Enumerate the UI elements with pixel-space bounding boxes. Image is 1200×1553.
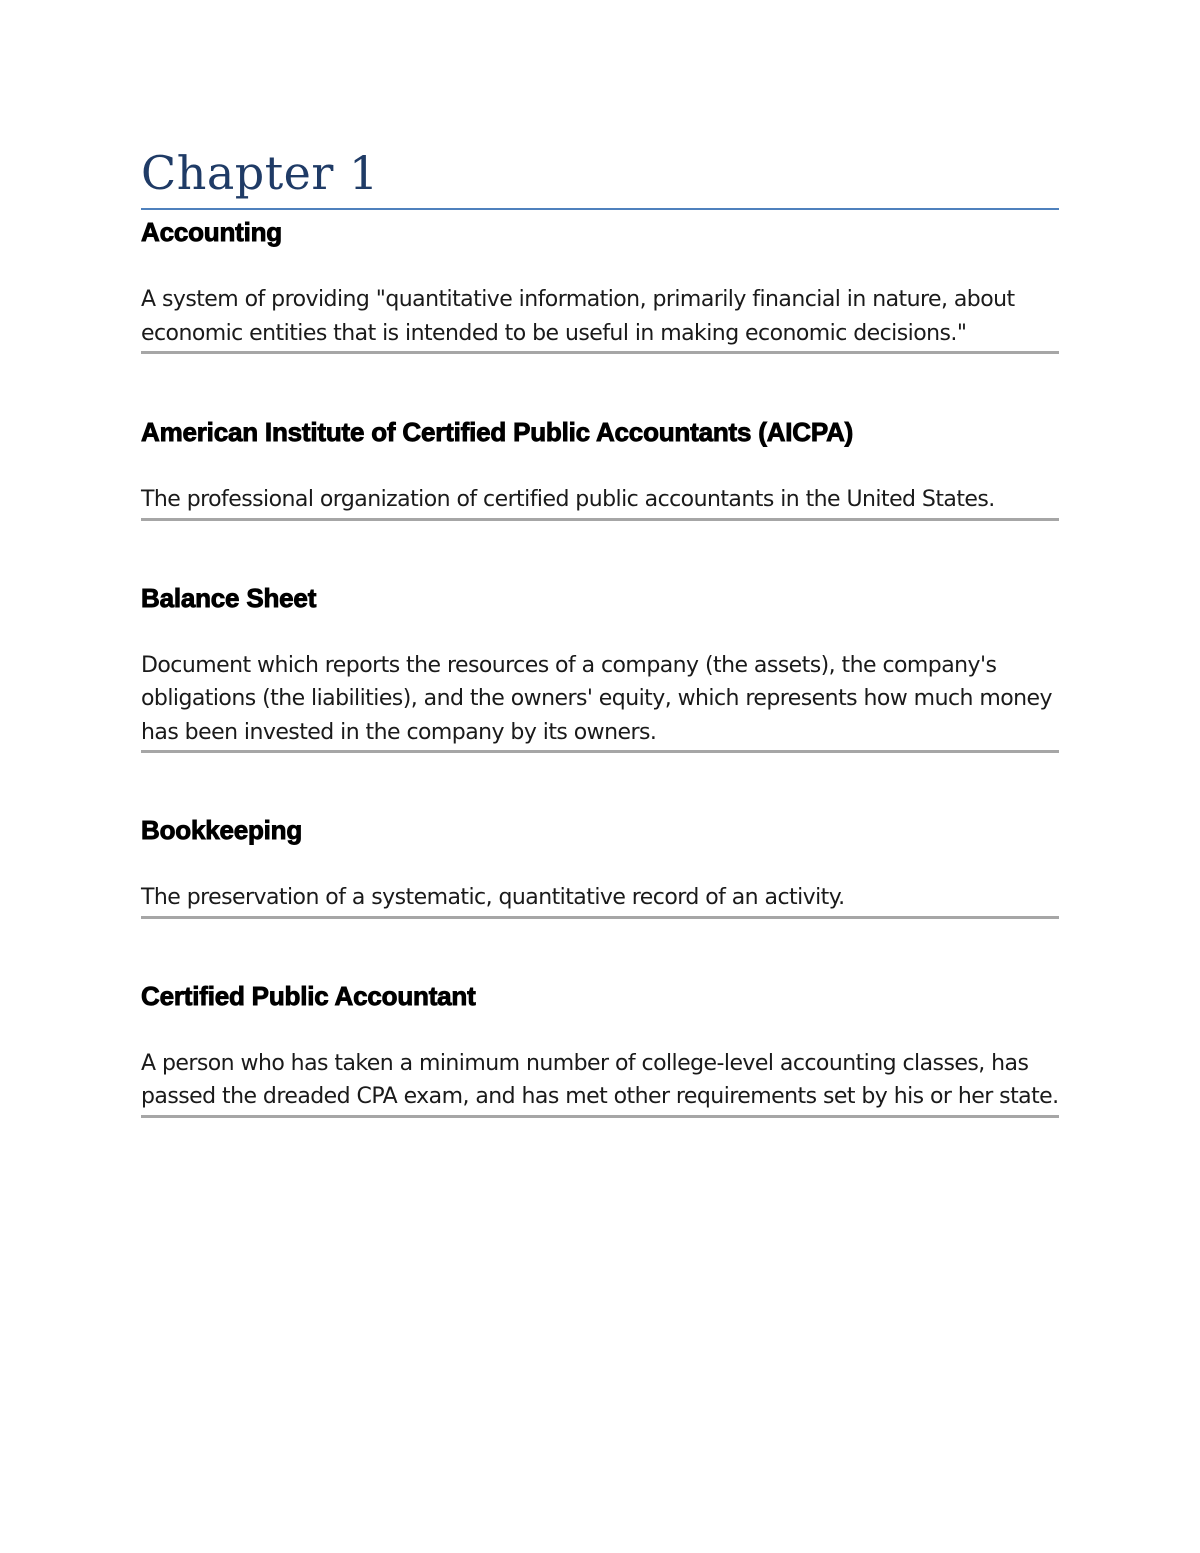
glossary-entry-balance-sheet [141,521,1059,754]
term-definition: The professional organization of certified public accountants in the United States. [141,487,995,512]
term-definition: Document which reports the resources of a company (the assets), the company's obligations (the liabilities), and the owners' equity, which represents how much money has been invested in the company by its owners. [141,652,1052,745]
glossary-entry-aicpa [141,354,1059,521]
term-definition: A person who has taken a minimum number of college-level accounting classes, has passed the dreaded CPA exam, and has met other requirements set by his or her state. [141,1050,1059,1109]
chapter-title: Chapter 1 [141,146,379,200]
document-page [141,138,1059,1118]
glossary-entry-accounting [141,210,1059,354]
term-definition: The preservation of a systematic, quantitative record of an activity. [141,885,845,910]
term-definition: A system of providing "quantitative information, primarily financial in nature, about economic entities that is intended to be useful in making economic decisions." [141,287,1015,346]
term-heading: Certified Public Accountant [141,980,476,1011]
term-heading: American Institute of Certified Public Accountants (AICPA) [141,417,854,447]
glossary-entry-bookkeeping [141,753,1059,919]
term-heading: Bookkeeping [141,815,303,845]
term-heading: Balance Sheet [141,582,317,613]
glossary-entry-cpa [141,919,1059,1118]
entry-rule [141,1115,1059,1118]
term-heading: Accounting [141,217,282,247]
